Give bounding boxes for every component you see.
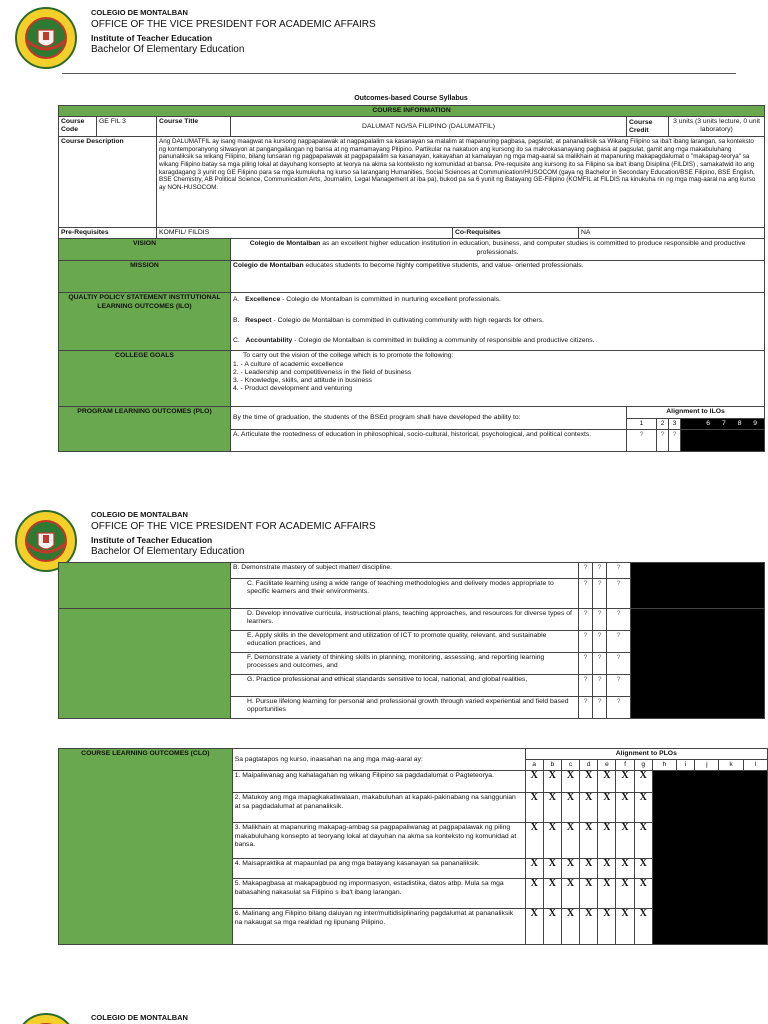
alignment-mark: X — [598, 793, 616, 823]
alignment-mark: X — [634, 771, 652, 793]
program-name: Bachelor Of Elementary Education — [91, 546, 245, 557]
ilo-mark: ? — [579, 631, 593, 653]
alignment-mark: X — [616, 879, 634, 909]
alignment-mark: X — [616, 909, 634, 945]
course-code: GE FIL 3 — [97, 117, 157, 137]
ilo-mark: ? — [593, 609, 607, 631]
alignment-mark: X — [561, 793, 579, 823]
institute-name: Institute of Teacher Education — [91, 33, 213, 43]
ilo-mark: ? — [607, 579, 631, 609]
goal-item: 3. - Knowledge, skills, and attitude in business — [233, 377, 373, 385]
alignment-mark: X — [580, 771, 598, 793]
alignment-mark: X — [634, 879, 652, 909]
page-header — [0, 0, 768, 70]
alignment-mark: X — [598, 771, 616, 793]
alignment-mark: X — [561, 859, 579, 879]
plo-item: A. Articulate the rootedness of education in philosophical, socio-cultural, historical, psychological, and political contexts. — [231, 429, 627, 451]
alignment-mark: X — [525, 879, 543, 909]
plo-col-i: i — [677, 760, 695, 771]
plo-col-b: b — [543, 760, 561, 771]
plo-col-g: g — [634, 760, 652, 771]
institute-name: Institute of Teacher Education — [91, 535, 213, 545]
ilo-item: C. Accountability - Colegio de Montalban is committed in building a community of responsible and productive citizens. — [233, 336, 595, 344]
goals-intro: To carry out the vision of the college which is to promote the following: — [243, 352, 454, 360]
course-title-label: Course Title — [157, 117, 231, 137]
prerequisites-label: Pre-Requisites — [59, 228, 157, 239]
ilo-col: 3 — [669, 418, 681, 429]
alignment-mark: X — [580, 823, 598, 859]
green-cell — [59, 563, 231, 609]
course-code-label: Course Code — [59, 117, 97, 137]
alignment-mark: X — [616, 823, 634, 859]
clo-item: 3. Malikhain at mapanuring makapag-ambag sa pagpapaliwanag at pagpapalawak ng piling makabuluhang konsepto at teoryang lokal at dayuhan na akma sa konteksto ng komunidad at bansa. — [232, 823, 525, 859]
plo-col-f: f — [616, 760, 634, 771]
alignment-mark: X — [525, 771, 543, 793]
plo-continuation-table — [58, 562, 765, 719]
plo-col-k: k — [719, 760, 743, 771]
course-credit-label: Course Credit — [627, 117, 669, 137]
ilo-mark: ? — [669, 429, 681, 451]
school-name: COLEGIO DE MONTALBAN — [91, 510, 188, 519]
alignment-mark: X — [616, 793, 634, 823]
ilo-mark: ? — [657, 429, 669, 451]
school-name: COLEGIO DE MONTALBAN — [91, 8, 188, 17]
alignment-mark: X — [598, 879, 616, 909]
vision-statement: Colegio de Montalban as an excellent higher education institution in education, business, and computer studies is committed to produce responsible and productive professionals. — [231, 239, 765, 261]
plo-item: G. Practice professional and ethical standards sensitive to local, national, and global realities, — [231, 675, 579, 697]
clo-item: 4. Maisapraktika at mapaunlad pa ang mga batayang kasanayan sa pananaliksik. — [232, 859, 525, 879]
alignment-mark: X — [561, 909, 579, 945]
alignment-mark: X — [598, 909, 616, 945]
plo-col-l: l — [743, 760, 767, 771]
ilo-mark: ? — [579, 675, 593, 697]
ilo-mark: ? — [627, 429, 657, 451]
course-description: Ang DALUMATFIL ay isang maagwat na kursong nagpapalawak at nagpapalalim sa kasanayan sa malalim at mapanuring pagbasa, pagsulat, at pananaliksik sa Wikang Filipino sa iba't ibang larangan, sa konteksto ng kontemporanyong sitwasyon at pangangailangan ng bansa at ng mamamayang Pilipino. Partikular na nakatuon ang kursong ito sa makrokasanayang pagbasa at pagsulat, gamit ang mga makabuluhang panunaliksik sa wikang Filipino, bilang lunsaran ng pagpapalawak at pagpapalalim sa kasanayan, kakayahan at kamalayan ng mga mag-aaral sa malikhain at mapanuring makapagdalumat o "makapag-teorya" sa wikang Filipino batay sa mga piling lokal at dayuhang konsepto at teorya na akma sa konteksto ng komunidad at bansa. Pre-requisite ang kursong ito sa Filipino sa iba't ibang Disiplina (FILDIS) , samakatwid ito ang karagdagang 3 yunit ng GE Filipino para sa mga kumukuha ng kurso sa larangang Humanities, Social Sciences at Communication/HUSOCOM (gaya ng Bachelor in Secondary Education/BSE Filipino, BSE English, BSE Chemistry, AB Political Science, Communication Arts, Journalim, Legal Management at iba pa), bukod pa sa 6 yunit ng Batayang GE-Filipino (KOMFIL at FILDIS na kinukuha rin ng mga mag-aaral na ang kurso ay NON-HUSOCOM. — [157, 137, 765, 228]
plo-col-d: d — [580, 760, 598, 771]
ilo-mark: ? — [593, 563, 607, 579]
corequisites-label: Co-Requisites — [453, 228, 579, 239]
course-description-label: Course Description — [59, 137, 157, 228]
plo-col-c: c — [561, 760, 579, 771]
plo-col-h: h — [652, 760, 676, 771]
plo-item: B. Demonstrate mastery of subject matter/ discipline. — [231, 563, 579, 579]
alignment-mark: X — [634, 909, 652, 945]
alignment-mark: X — [525, 909, 543, 945]
clo-item: 1. Maipaliwanag ang kahalagahan ng wikang Filipino sa pagdadalumat o Pagteteorya. — [232, 771, 525, 793]
goal-item: 1. - A culture of academic excellence — [233, 360, 344, 368]
ilo-mark: ? — [607, 631, 631, 653]
office-name: OFFICE OF THE VICE PRESIDENT FOR ACADEMIC AFFAIRS — [91, 19, 376, 30]
alignment-mark: X — [634, 793, 652, 823]
ilo-mark: ? — [607, 653, 631, 675]
alignment-mark: X — [561, 823, 579, 859]
alignment-mark: X — [616, 859, 634, 879]
ilo-mark: ? — [579, 579, 593, 609]
ilo-list — [231, 293, 765, 351]
plo-col-e: e — [598, 760, 616, 771]
corequisites: NA — [579, 228, 765, 239]
blank-cell — [631, 563, 765, 609]
course-credit: 3 units (3 units lecture, 0 unit laboratory) — [669, 117, 765, 137]
ilo-mark: ? — [607, 675, 631, 697]
syllabus-title: Outcomes-based Course Syllabus — [354, 95, 468, 102]
ilo-item: A. Excellence - Colegio de Montalban is committed in nurturing excellent professionals. — [233, 296, 501, 304]
alignment-mark: X — [580, 793, 598, 823]
alignment-mark: X — [543, 771, 561, 793]
alignment-mark: X — [525, 793, 543, 823]
alignment-mark: X — [616, 771, 634, 793]
alignment-mark: X — [580, 859, 598, 879]
quality-policy-label: QUALTIY POLICY STATEMENT INSTITUTIONAL LEARNING OUTCOMES (ILO) — [59, 293, 231, 351]
ilo-mark: ? — [593, 675, 607, 697]
alignment-mark: X — [598, 823, 616, 859]
alignment-mark: X — [598, 859, 616, 879]
program-name: Bachelor Of Elementary Education — [91, 44, 245, 55]
prerequisites: KOMFIL/ FILDIS — [157, 228, 453, 239]
ilo-mark: ? — [593, 653, 607, 675]
ilo-col-rest: 6 7 8 9 — [681, 418, 765, 429]
alignment-mark: X — [580, 879, 598, 909]
clo-label: COURSE LEARNING OUTCOMES (CLO) — [59, 749, 233, 945]
alignment-mark: X — [525, 823, 543, 859]
clo-item: 5. Makapagbasa at makapagbuod ng impormasyon, estadistika, datos atbp. Mula sa mga babasahing nakasulat sa Filipino s iba't ibang larangan. — [232, 879, 525, 909]
alignment-mark: X — [543, 859, 561, 879]
plo-label: PROGRAM LEARNING OUTCOMES (PLO) — [59, 407, 231, 451]
ilo-mark: ? — [579, 653, 593, 675]
clo-intro: Sa pagtatapos ng kurso, inaasahan na ang mga mag-aaral ay: — [232, 749, 525, 771]
mission-statement: Colegio de Montalban educates students to become highly competitive students, and value- oriented professionals. — [231, 261, 765, 293]
ilo-mark: ? — [579, 563, 593, 579]
alignment-mark: X — [525, 859, 543, 879]
ilo-mark: ? — [593, 631, 607, 653]
green-cell — [59, 609, 231, 719]
header-divider — [62, 73, 736, 74]
alignment-mark: X — [634, 823, 652, 859]
ilo-mark: ? — [607, 563, 631, 579]
ilo-mark: ? — [607, 697, 631, 719]
blank-cell — [631, 609, 765, 719]
plo-item: H. Pursue lifelong learning for personal and professional growth through varied experiential and field based opportunities — [231, 697, 579, 719]
clo-item: 2. Matukoy ang mga mapagkakatiwalaan, makabuluhan at kapaki-pakinabang na sanggunian at sa pagdadalumat at pananaliksik. — [232, 793, 525, 823]
course-information-table — [58, 105, 765, 452]
alignment-mark: X — [543, 879, 561, 909]
goal-item: 4. - Product development and venturing — [233, 385, 353, 393]
school-name: COLEGIO DE MONTALBAN — [91, 1013, 188, 1022]
vision-label: VISION — [59, 239, 231, 261]
ilo-mark: ? — [593, 697, 607, 719]
school-seal-logo — [14, 6, 78, 70]
align-plo-heading: Alignment to PLOs — [525, 749, 767, 760]
plo-item: E. Apply skills in the development and utilization of ICT to promote quality, relevant, and sustainable education practices, and — [231, 631, 579, 653]
plo-intro: By the time of graduation, the students of the BSEd program shall have developed the ability to: — [231, 407, 627, 429]
ilo-col: 2 — [657, 418, 669, 429]
mission-label: MISSION — [59, 261, 231, 293]
college-goals-label: COLLEGE GOALS — [59, 351, 231, 407]
school-seal-logo — [14, 1012, 78, 1024]
blank-cell — [681, 429, 765, 451]
course-info-heading: COURSE INFORMATION — [59, 106, 765, 117]
goal-item: 2. - Leadership and competitiveness in the field of business — [233, 368, 412, 376]
ilo-col: 1 — [627, 418, 657, 429]
page-header — [0, 1008, 768, 1024]
clo-item: 6. Malinang ang Filipino bilang daluyan ng inter/multidisiplinaring pagdalumat at pananaliksik na nakaugat sa mga realidad ng lipunang Pilipino. — [232, 909, 525, 945]
ilo-mark: ? — [607, 609, 631, 631]
plo-item: F. Demonstrate a variety of thinking skills in planning, monitoring, assessing, and reporting learning processes and outcomes, and — [231, 653, 579, 675]
alignment-mark: X — [543, 793, 561, 823]
plo-col-a: a — [525, 760, 543, 771]
plo-item: D. Develop innovative curricula, instructional plans, teaching approaches, and resources for diverse types of learners. — [231, 609, 579, 631]
plo-item: C. Facilitate learning using a wide range of teaching methodologies and delivery modes appropriate to specific learners and their environments. — [231, 579, 579, 609]
alignment-mark: X — [580, 909, 598, 945]
clo-table — [58, 748, 768, 945]
blank-cell — [652, 771, 767, 945]
course-title: DALUMAT NG/SA FILIPINO (DALUMATFIL) — [231, 117, 627, 137]
college-goals — [231, 351, 765, 407]
ilo-mark: ? — [593, 579, 607, 609]
alignment-mark: X — [561, 879, 579, 909]
alignment-mark: X — [634, 859, 652, 879]
office-name: OFFICE OF THE VICE PRESIDENT FOR ACADEMIC AFFAIRS — [91, 521, 376, 532]
ilo-mark: ? — [579, 697, 593, 719]
ilo-item: B. Respect - Colegio de Montalban is committed in cultivating community with high regards for others. — [233, 316, 544, 324]
plo-col-j: j — [695, 760, 719, 771]
alignment-mark: X — [561, 771, 579, 793]
align-ilo-heading: Alignment to ILOs — [627, 407, 765, 418]
ilo-mark: ? — [579, 609, 593, 631]
alignment-mark: X — [543, 909, 561, 945]
alignment-mark: X — [543, 823, 561, 859]
